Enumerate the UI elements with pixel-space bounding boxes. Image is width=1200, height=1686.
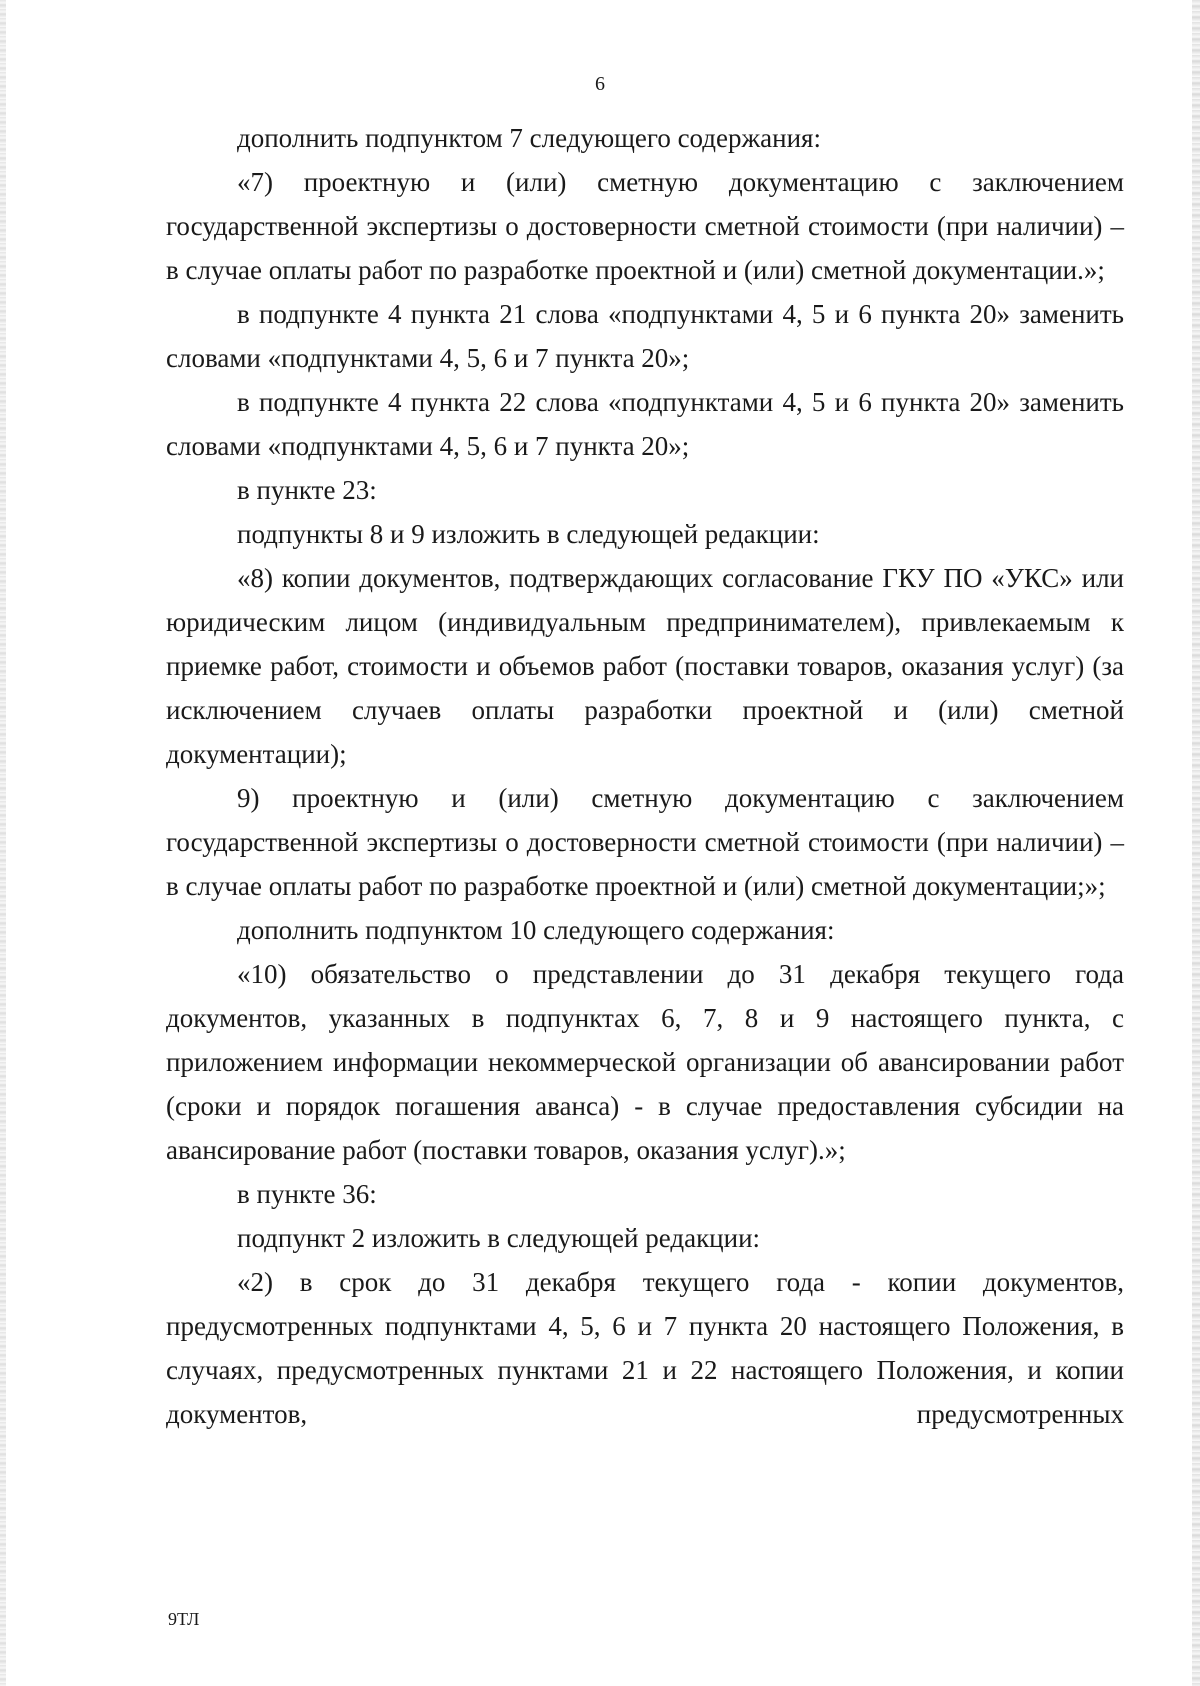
paragraph-6: подпункты 8 и 9 изложить в следующей редакции: — [237, 519, 820, 549]
paragraph-5: в пункте 23: — [237, 475, 377, 505]
page-number: 6 — [595, 73, 605, 95]
paragraph-8: 9) проектную и (или) сметную документацию с заключением государственной экспертизы о достоверности сметной стоимости (при наличии) – в случае оплаты работ по разработке проектной и (или) сметной документации;»; — [166, 783, 1124, 901]
paragraph-2: «7) проектную и (или) сметную документацию с заключением государственной экспертизы о достоверности сметной стоимости (при наличии) – в случае оплаты работ по разработке проектной и (или) сметной документации.»; — [166, 167, 1124, 285]
paragraph-10: «10) обязательство о представлении до 31 декабря текущего года документов, указанных в подпунктах 6, 7, 8 и 9 настоящего пункта, с приложением информации некоммерческой организации об авансировании работ (сроки и порядок погашения аванса) - в случае предоставления субсидии на авансирование работ (поставки товаров, оказания услуг).»; — [166, 959, 1124, 1165]
scan-edge-right — [1192, 0, 1200, 1686]
paragraph-1: дополнить подпунктом 7 следующего содержания: — [237, 123, 821, 153]
document-body — [166, 116, 1124, 1436]
paragraph-12: подпункт 2 изложить в следующей редакции: — [237, 1223, 761, 1253]
footer-document-code: 9ТЛ — [168, 1609, 200, 1629]
paragraph-7: «8) копии документов, подтверждающих согласование ГКУ ПО «УКС» или юридическим лицом (индивидуальным предпринимателем), привлекаемым к приемке работ, стоимости и объемов работ (поставки товаров, оказания услуг) (за исключением случаев оплаты разработки проектной и (или) сметной документации); — [166, 563, 1124, 769]
paragraph-13: «2) в срок до 31 декабря текущего года - копии документов, предусмотренных подпунктами 4, 5, 6 и 7 пункта 20 настоящего Положения, в случаях, предусмотренных пунктами 21 и 22 настоящего Положения, и копии документов, предусмотренных — [166, 1267, 1124, 1429]
scan-edge-left — [0, 0, 6, 1686]
paragraph-3: в подпункте 4 пункта 21 слова «подпунктами 4, 5 и 6 пункта 20» заменить словами «подпунктами 4, 5, 6 и 7 пункта 20»; — [166, 299, 1124, 373]
paragraph-4: в подпункте 4 пункта 22 слова «подпунктами 4, 5 и 6 пункта 20» заменить словами «подпунктами 4, 5, 6 и 7 пункта 20»; — [166, 387, 1124, 461]
paragraph-9: дополнить подпунктом 10 следующего содержания: — [237, 915, 835, 945]
paragraph-11: в пункте 36: — [237, 1179, 377, 1209]
